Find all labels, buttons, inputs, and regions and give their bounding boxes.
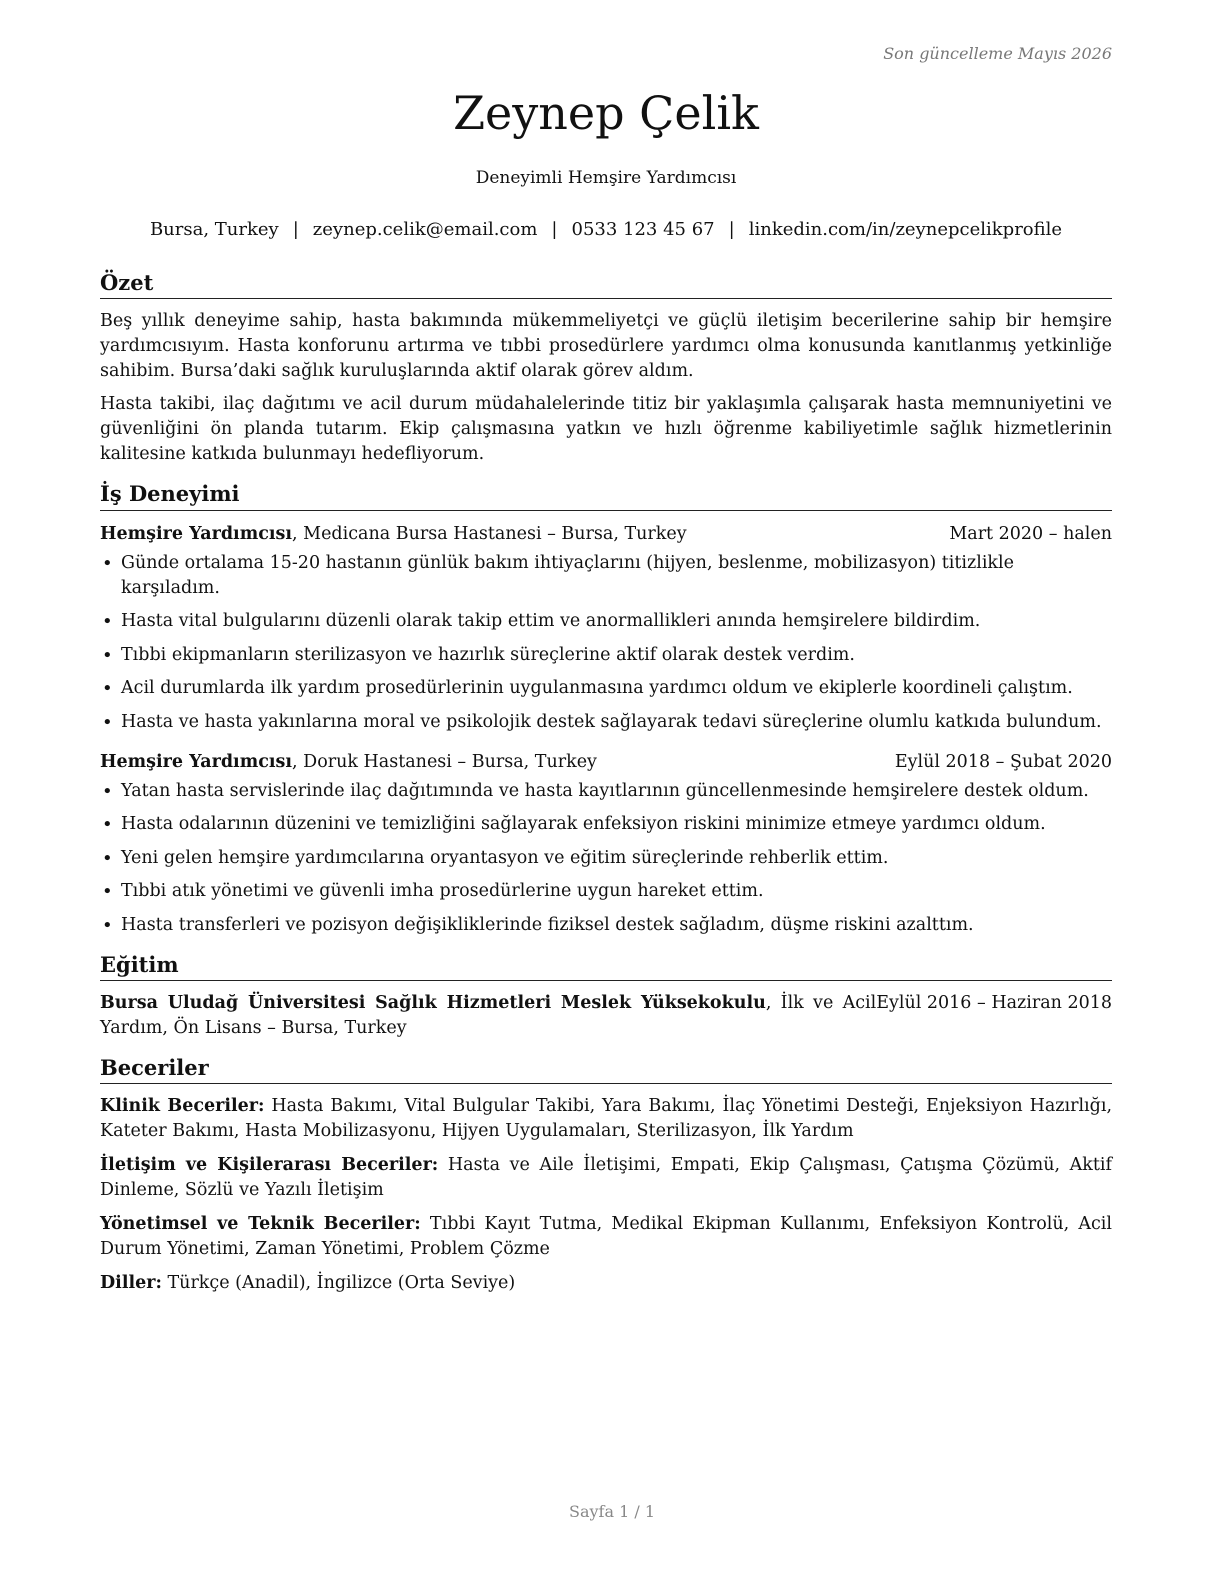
- education-program: , İlk ve Acil Yardım, Ön Lisans – Bursa, Turkey: [100, 992, 877, 1038]
- candidate-title: Deneyimli Hemşire Yardımcısı: [475, 168, 737, 188]
- section-heading-skills: Beceriler: [100, 1055, 1112, 1084]
- skill-group-text: Türkçe (Anadil), İngilizce (Orta Seviye): [161, 1273, 516, 1293]
- job-role: Hemşire Yardımcısı: [100, 751, 293, 772]
- skill-group: [100, 1094, 1112, 1144]
- job-bullets: [100, 779, 1112, 938]
- job-role: Hemşire Yardımcısı: [100, 523, 293, 544]
- contact-linkedin[interactable]: linkedin.com/in/zeynepcelikprofile: [748, 219, 1063, 240]
- list-item: • Hasta ve hasta yakınlarına moral ve psikolojik destek sağlayarak tedavi süreçlerine olumlu katkıda bulundum.: [100, 710, 1112, 735]
- job-header: [100, 749, 1112, 775]
- skill-group-label: Klinik Beceriler:: [100, 1096, 265, 1116]
- summary-section: [100, 270, 1112, 467]
- education-entry: [100, 991, 1112, 1041]
- education-school: Bursa Uludağ Üniversitesi Sağlık Hizmetleri Meslek Yüksekokulu: [100, 992, 766, 1013]
- job-dates: Mart 2020 – halen: [949, 523, 1112, 544]
- page-number: Sayfa 1 / 1: [568, 1502, 655, 1521]
- list-item: • Hasta transferleri ve pozisyon değişikliklerinde fiziksel destek sağladım, düşme riskini azalttım.: [100, 913, 1112, 938]
- job-role-place: [100, 521, 687, 547]
- list-item: • Yatan hasta servislerinde ilaç dağıtımında ve hasta kayıtlarının güncellenmesinde hemşirelere destek oldum.: [100, 779, 1112, 804]
- job-place: , Medicana Bursa Hastanesi – Bursa, Turkey: [292, 523, 687, 544]
- job-dates: Eylül 2018 – Şubat 2020: [894, 751, 1112, 772]
- experience-section: [100, 481, 1112, 937]
- section-heading-education: Eğitim: [100, 952, 1112, 981]
- summary-paragraph: Hasta takibi, ilaç dağıtımı ve acil durum müdahalelerinde titiz bir yaklaşımla çalışarak hasta memnuniyetini ve güvenliğini ön planda tutarım. Ekip çalışmasına yatkın ve hızlı öğrenme kabiliyetimle sağlık hizmetlerinin kalitesine katkıda bulunmayı hedefliyorum.: [100, 394, 1112, 465]
- skill-group-text: Tıbbi Kayıt Tutma, Medikal Ekipman Kullanımı, Enfeksiyon Kontrolü, Acil Durum Yönetimi, Zaman Yönetimi, Problem Çözme: [100, 1214, 1112, 1259]
- job-header: [100, 521, 1112, 547]
- contact-phone[interactable]: 0533 123 45 67: [571, 219, 715, 240]
- skill-group: [100, 1271, 1112, 1296]
- skill-group-text: Hasta ve Aile İletişimi, Empati, Ekip Çalışması, Çatışma Çözümü, Aktif Dinleme, Sözlü ve Yazılı İletişim: [100, 1155, 1112, 1200]
- list-item: • Hasta vital bulgularını düzenli olarak takip ettim ve anormallikleri anında hemşirelere bildirdim.: [100, 609, 1112, 634]
- job-bullets: [100, 551, 1112, 735]
- skill-group: [100, 1212, 1112, 1262]
- education-dates: Eylül 2016 – Haziran 2018: [876, 992, 1112, 1013]
- list-item: • Yeni gelen hemşire yardımcılarına oryantasyon ve eğitim süreçlerinde rehberlik ettim.: [100, 846, 1112, 871]
- contact-location: Bursa, Turkey: [149, 219, 279, 240]
- section-heading-experience: İş Deneyimi: [100, 481, 1112, 510]
- list-item: • Tıbbi atık yönetimi ve güvenli imha prosedürlerine uygun hareket ettim.: [100, 879, 1112, 904]
- skill-group-label: İletişim ve Kişilerarası Beceriler:: [100, 1155, 439, 1175]
- job-entry: [100, 749, 1112, 938]
- job-place: , Doruk Hastanesi – Bursa, Turkey: [292, 751, 597, 772]
- education-detail: [100, 991, 876, 1041]
- skill-group-text: Hasta Bakımı, Vital Bulgular Takibi, Yara Bakımı, İlaç Yönetimi Desteği, Enjeksiyon Hazırlığı, Kateter Bakımı, Hasta Mobilizasyonu, Hijyen Uygulamaları, Sterilizasyon, İlk Yardım: [100, 1096, 1113, 1141]
- candidate-name: Zeynep Çelik: [453, 86, 759, 140]
- skill-group-label: Yönetimsel ve Teknik Beceriler:: [100, 1214, 421, 1234]
- resume-content: [100, 270, 1112, 1310]
- job-entry: [100, 521, 1112, 735]
- education-section: [100, 952, 1112, 1041]
- contact-separator: |: [728, 219, 735, 240]
- skills-section: [100, 1055, 1112, 1296]
- contact-separator: |: [551, 219, 558, 240]
- list-item: • Tıbbi ekipmanların sterilizasyon ve hazırlık süreçlerine aktif olarak destek verdim.: [100, 643, 1112, 668]
- section-heading-summary: Özet: [100, 270, 1112, 299]
- summary-paragraph: Beş yıllık deneyime sahip, hasta bakımında mükemmeliyetçi ve güçlü iletişim becerilerine sahip bir hemşire yardımcısıyım. Hasta konforunu artırma ve tıbbi prosedürlere yardımcı olma konusunda kanıtlanmış yetkinliğe sahibim. Bursa’daki sağlık kuruluşlarında aktif olarak görev aldım.: [100, 311, 1112, 382]
- list-item: • Günde ortalama 15-20 hastanın günlük bakım ihtiyaçlarını (hijyen, beslenme, mobilizasyon) titizlikle karşıladım.: [100, 551, 1112, 601]
- contact-line: [100, 219, 1112, 240]
- skill-group: [100, 1153, 1112, 1203]
- contact-email[interactable]: zeynep.celik@email.com: [312, 219, 538, 240]
- list-item: • Acil durumlarda ilk yardım prosedürlerinin uygulanmasına yardımcı oldum ve ekiplerle koordineli çalıştım.: [100, 676, 1112, 701]
- contact-separator: |: [292, 219, 299, 240]
- list-item: • Hasta odalarının düzenini ve temizliğini sağlayarak enfeksiyon riskini minimize etmeye yardımcı oldum.: [100, 812, 1112, 837]
- job-role-place: [100, 749, 597, 775]
- last-updated: Son güncelleme Mayıs 2026: [883, 44, 1112, 63]
- skill-group-label: Diller:: [100, 1273, 162, 1293]
